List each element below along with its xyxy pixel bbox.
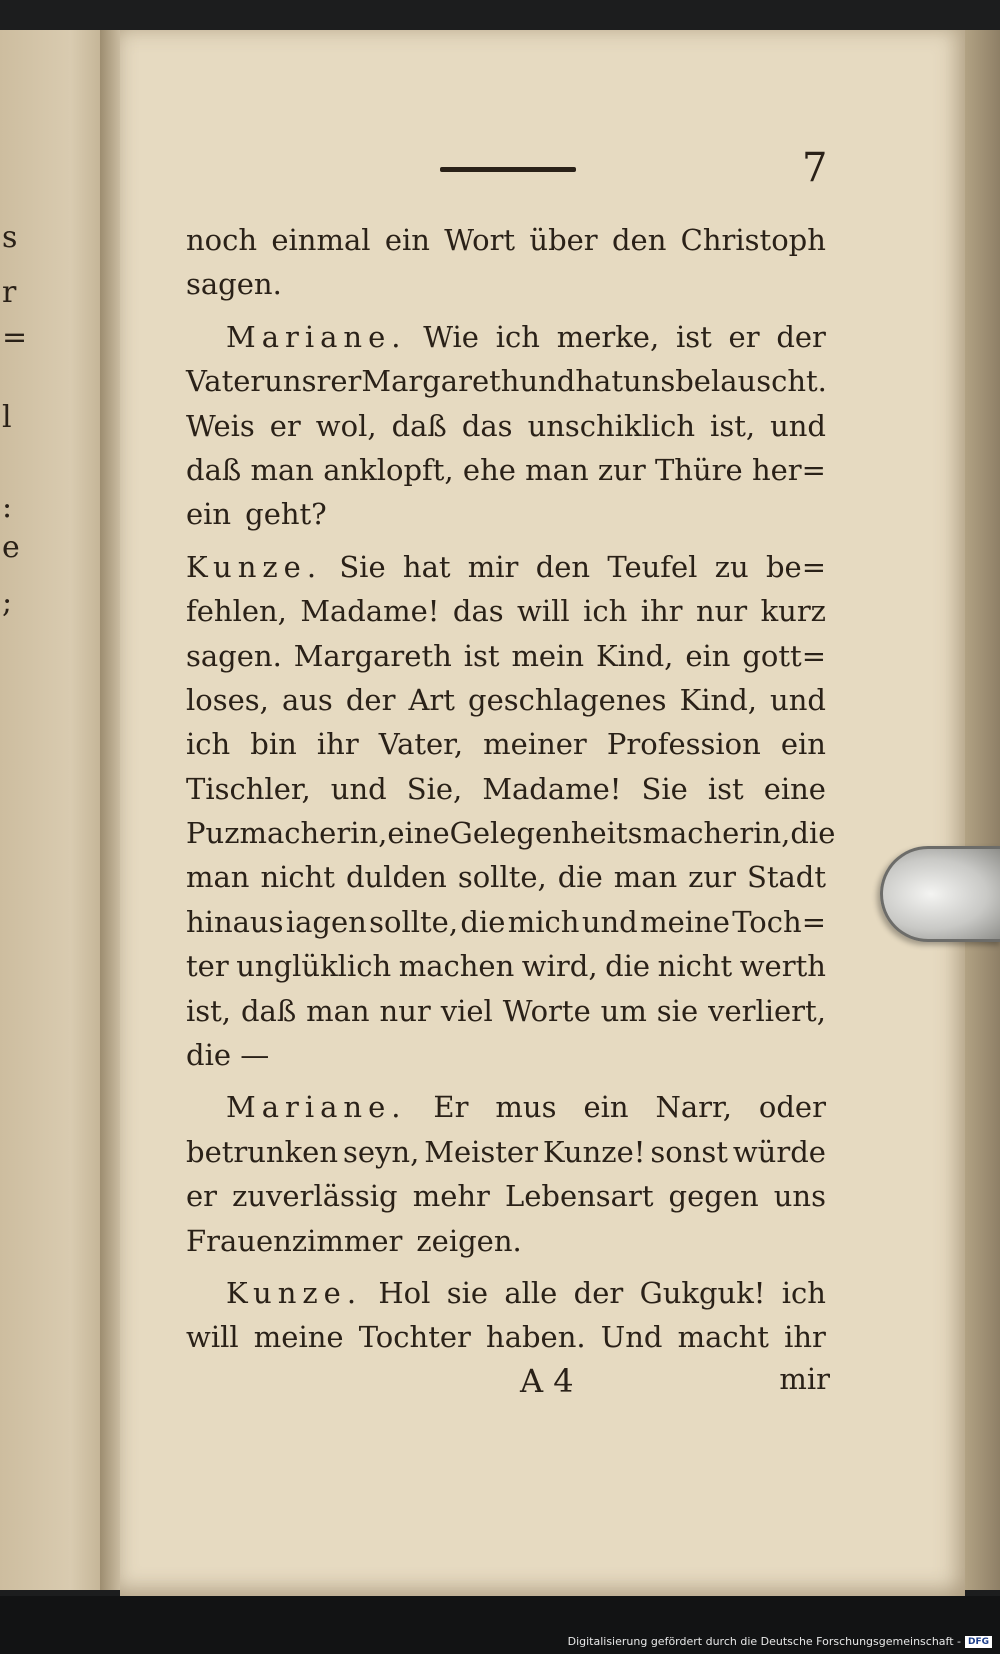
word: Stadt xyxy=(746,860,826,895)
word: und xyxy=(519,364,576,399)
word: unsrer xyxy=(264,364,362,399)
word: sollte, xyxy=(369,904,459,939)
word: Kunze! xyxy=(542,1134,646,1169)
word: die xyxy=(790,816,836,851)
word: ein xyxy=(685,638,731,673)
word: Lebensart xyxy=(504,1179,654,1214)
word: merke, xyxy=(556,319,660,354)
word: machen xyxy=(398,949,515,984)
word: zur xyxy=(688,860,736,895)
word: ist xyxy=(707,771,744,806)
word: Tischler, xyxy=(186,771,311,806)
word: Er xyxy=(433,1090,469,1125)
word: geht? xyxy=(245,497,327,532)
word: eine xyxy=(387,816,450,851)
text-line xyxy=(186,1315,826,1359)
word: meine xyxy=(640,904,730,939)
word: ich xyxy=(495,319,540,354)
word: man xyxy=(186,860,250,895)
word: über xyxy=(529,223,598,257)
word: Vater xyxy=(186,364,265,399)
text-line xyxy=(186,315,826,359)
word: hat xyxy=(575,364,623,399)
word: mein xyxy=(511,638,585,673)
text-line xyxy=(186,1174,826,1218)
word: ihr xyxy=(784,1320,826,1355)
page-footer xyxy=(520,1362,830,1412)
word: und xyxy=(770,408,826,443)
word: daß xyxy=(186,452,242,487)
word: mich xyxy=(507,904,580,939)
word: sonst xyxy=(650,1134,728,1169)
word: würde xyxy=(732,1134,826,1169)
catchword: mir xyxy=(779,1362,830,1396)
word: das xyxy=(461,408,513,443)
text-line xyxy=(186,944,826,988)
word: mehr xyxy=(412,1179,490,1214)
word: unschiklich xyxy=(527,408,696,443)
word: zeigen. xyxy=(416,1223,522,1258)
text-line xyxy=(186,404,826,448)
word: nur xyxy=(695,594,748,629)
word: noch xyxy=(186,223,258,257)
word: Kind, xyxy=(595,638,674,673)
paragraph-gap xyxy=(186,537,826,545)
word: loses, xyxy=(186,682,269,717)
edge-character: = xyxy=(2,320,28,355)
word: ist xyxy=(675,319,712,354)
text-line xyxy=(186,634,826,678)
text-line xyxy=(186,855,826,899)
word: den xyxy=(611,223,667,257)
word: ein xyxy=(186,497,232,532)
word: Worte xyxy=(502,993,591,1028)
word: Profession xyxy=(606,727,761,762)
digitization-credit xyxy=(568,1635,992,1648)
paragraph-gap xyxy=(186,1077,826,1085)
edge-character: ; xyxy=(2,585,13,620)
word: daß xyxy=(240,993,297,1028)
word: man xyxy=(525,452,589,487)
word: Frauenzimmer xyxy=(186,1223,403,1258)
word: die xyxy=(460,904,506,939)
word: haben. xyxy=(486,1320,586,1355)
word: iagen xyxy=(285,904,367,939)
word: und xyxy=(581,904,638,939)
edge-character: l xyxy=(2,400,12,435)
edge-character: e xyxy=(2,530,20,565)
word: kurz xyxy=(760,594,826,629)
word: ein xyxy=(583,1090,629,1125)
text-line xyxy=(186,218,826,262)
word: alle xyxy=(504,1275,558,1310)
word: wird, xyxy=(521,949,598,984)
text-line xyxy=(186,545,826,589)
word: ihr xyxy=(316,727,359,762)
word: her= xyxy=(751,452,826,487)
word: Christoph xyxy=(680,223,826,257)
word: um xyxy=(600,993,647,1028)
word: bin xyxy=(250,727,297,762)
word: zuverlässig xyxy=(232,1179,398,1214)
word: ein xyxy=(384,223,430,257)
word: will xyxy=(186,1320,239,1355)
word: Sie xyxy=(339,549,386,584)
word: Narr, xyxy=(655,1090,732,1125)
word: be= xyxy=(765,549,826,584)
word: das xyxy=(452,594,504,629)
word: daß xyxy=(391,408,447,443)
word: Toch= xyxy=(732,904,826,939)
word: ist, xyxy=(710,408,756,443)
word: meine xyxy=(253,1320,344,1355)
word: wol, xyxy=(315,408,377,443)
text-line xyxy=(186,262,826,306)
word: Art xyxy=(408,682,455,717)
paragraph-gap xyxy=(186,307,826,315)
text-line xyxy=(186,1271,826,1315)
word: sollte, xyxy=(457,860,547,895)
text-line xyxy=(186,767,826,811)
text-line xyxy=(186,1033,826,1077)
word: Tochter xyxy=(358,1320,471,1355)
word: Sie, xyxy=(406,771,463,806)
word: Kind, xyxy=(679,682,757,717)
word: ter xyxy=(186,949,229,984)
word: zu xyxy=(714,549,749,584)
word: eine xyxy=(763,771,826,806)
word: er xyxy=(186,1179,218,1214)
word: Kunze. xyxy=(186,549,323,584)
word: Vater, xyxy=(378,727,464,762)
word: viel xyxy=(440,993,493,1028)
word: verliert, xyxy=(708,993,826,1028)
word: die xyxy=(605,949,651,984)
word: Wie xyxy=(423,319,479,354)
dfg-logo: DFG xyxy=(965,1636,992,1648)
word: mus xyxy=(495,1090,557,1125)
word: er xyxy=(728,319,760,354)
word: die — xyxy=(186,1038,270,1073)
word: Mariane. xyxy=(226,319,407,354)
word: sagen. xyxy=(186,267,282,302)
word: meiner xyxy=(483,727,587,762)
word: Margareth xyxy=(361,364,520,399)
word: hat xyxy=(402,549,451,584)
text-line xyxy=(186,359,826,403)
word: der xyxy=(345,682,396,717)
word: und xyxy=(770,682,826,717)
text-line xyxy=(186,811,836,855)
word: fehlen, xyxy=(186,594,287,629)
page-number: 7 xyxy=(802,145,828,191)
paragraph-gap xyxy=(186,1263,826,1271)
text-line xyxy=(186,1219,826,1263)
word: nur xyxy=(379,993,431,1028)
word: Margareth xyxy=(293,638,452,673)
word: Gukguk! xyxy=(639,1275,766,1310)
credit-text: Digitalisierung gefördert durch die Deutsche Forschungsgemeinschaft - xyxy=(567,1635,961,1648)
word: unglüklich xyxy=(236,949,392,984)
word: uns xyxy=(622,364,676,399)
text-line xyxy=(186,989,826,1033)
word: den xyxy=(535,549,591,584)
header-rule xyxy=(440,167,576,172)
word: er xyxy=(269,408,301,443)
word: nicht xyxy=(657,949,733,984)
word: ich xyxy=(781,1275,826,1310)
word: Madame! xyxy=(300,594,440,629)
word: Mariane. xyxy=(226,1090,407,1125)
word: Gelegenheitsmacherin, xyxy=(449,816,791,851)
word: ehe xyxy=(462,452,516,487)
text-line xyxy=(186,448,826,492)
word: ist xyxy=(463,638,500,673)
word: einmal xyxy=(271,223,371,257)
text-line xyxy=(186,589,826,633)
text-line xyxy=(186,492,826,536)
text-line xyxy=(186,678,826,722)
word: sie xyxy=(446,1275,489,1310)
word: ich xyxy=(186,727,231,762)
word: Meister xyxy=(424,1134,538,1169)
edge-character: s xyxy=(2,220,18,255)
word: betrunken xyxy=(186,1134,339,1169)
word: dulden xyxy=(345,860,447,895)
word: sagen. xyxy=(186,638,282,673)
word: mir xyxy=(467,549,519,584)
text-line xyxy=(186,722,826,766)
signature-mark: A 4 xyxy=(520,1362,574,1400)
word: Kunze. xyxy=(226,1275,363,1310)
edge-character: : xyxy=(2,490,13,525)
word: ihr xyxy=(640,594,683,629)
word: und xyxy=(330,771,387,806)
word: Teufel xyxy=(607,549,698,584)
word: zur xyxy=(597,452,646,487)
word: man xyxy=(613,860,678,895)
word: macht xyxy=(677,1320,769,1355)
word: gott= xyxy=(742,638,826,673)
word: will xyxy=(517,594,570,629)
word: Wort xyxy=(444,223,516,257)
word: Thüre xyxy=(654,452,743,487)
word: man xyxy=(250,452,314,487)
word: hinaus xyxy=(186,904,284,939)
word: werth xyxy=(739,949,826,984)
body-text xyxy=(186,218,836,1360)
word: belauscht. xyxy=(675,364,827,399)
word: Sie xyxy=(641,771,688,806)
word: oder xyxy=(758,1090,826,1125)
word: geschlagenes xyxy=(468,682,667,717)
word: Und xyxy=(600,1320,663,1355)
text-line xyxy=(186,900,826,944)
text-line xyxy=(186,1130,826,1174)
word: sie xyxy=(656,993,699,1028)
page-clip-holder xyxy=(880,846,1000,942)
word: uns xyxy=(773,1179,826,1214)
word: Madame! xyxy=(482,771,622,806)
word: der xyxy=(573,1275,624,1310)
word: ich xyxy=(583,594,628,629)
word: aus xyxy=(281,682,333,717)
word: die xyxy=(557,860,603,895)
word: der xyxy=(776,319,826,354)
word: Weis xyxy=(186,408,255,443)
word: ist, xyxy=(186,993,232,1028)
word: Hol xyxy=(378,1275,431,1310)
word: nicht xyxy=(260,860,335,895)
word: Puzmacherin, xyxy=(186,816,388,851)
word: seyn, xyxy=(342,1134,420,1169)
edge-character: r xyxy=(2,275,17,310)
page-edge-right xyxy=(962,30,1000,1590)
word: man xyxy=(306,993,370,1028)
word: anklopft, xyxy=(323,452,454,487)
text-line xyxy=(186,1085,826,1129)
word: gegen xyxy=(668,1179,759,1214)
word: ein xyxy=(780,727,826,762)
